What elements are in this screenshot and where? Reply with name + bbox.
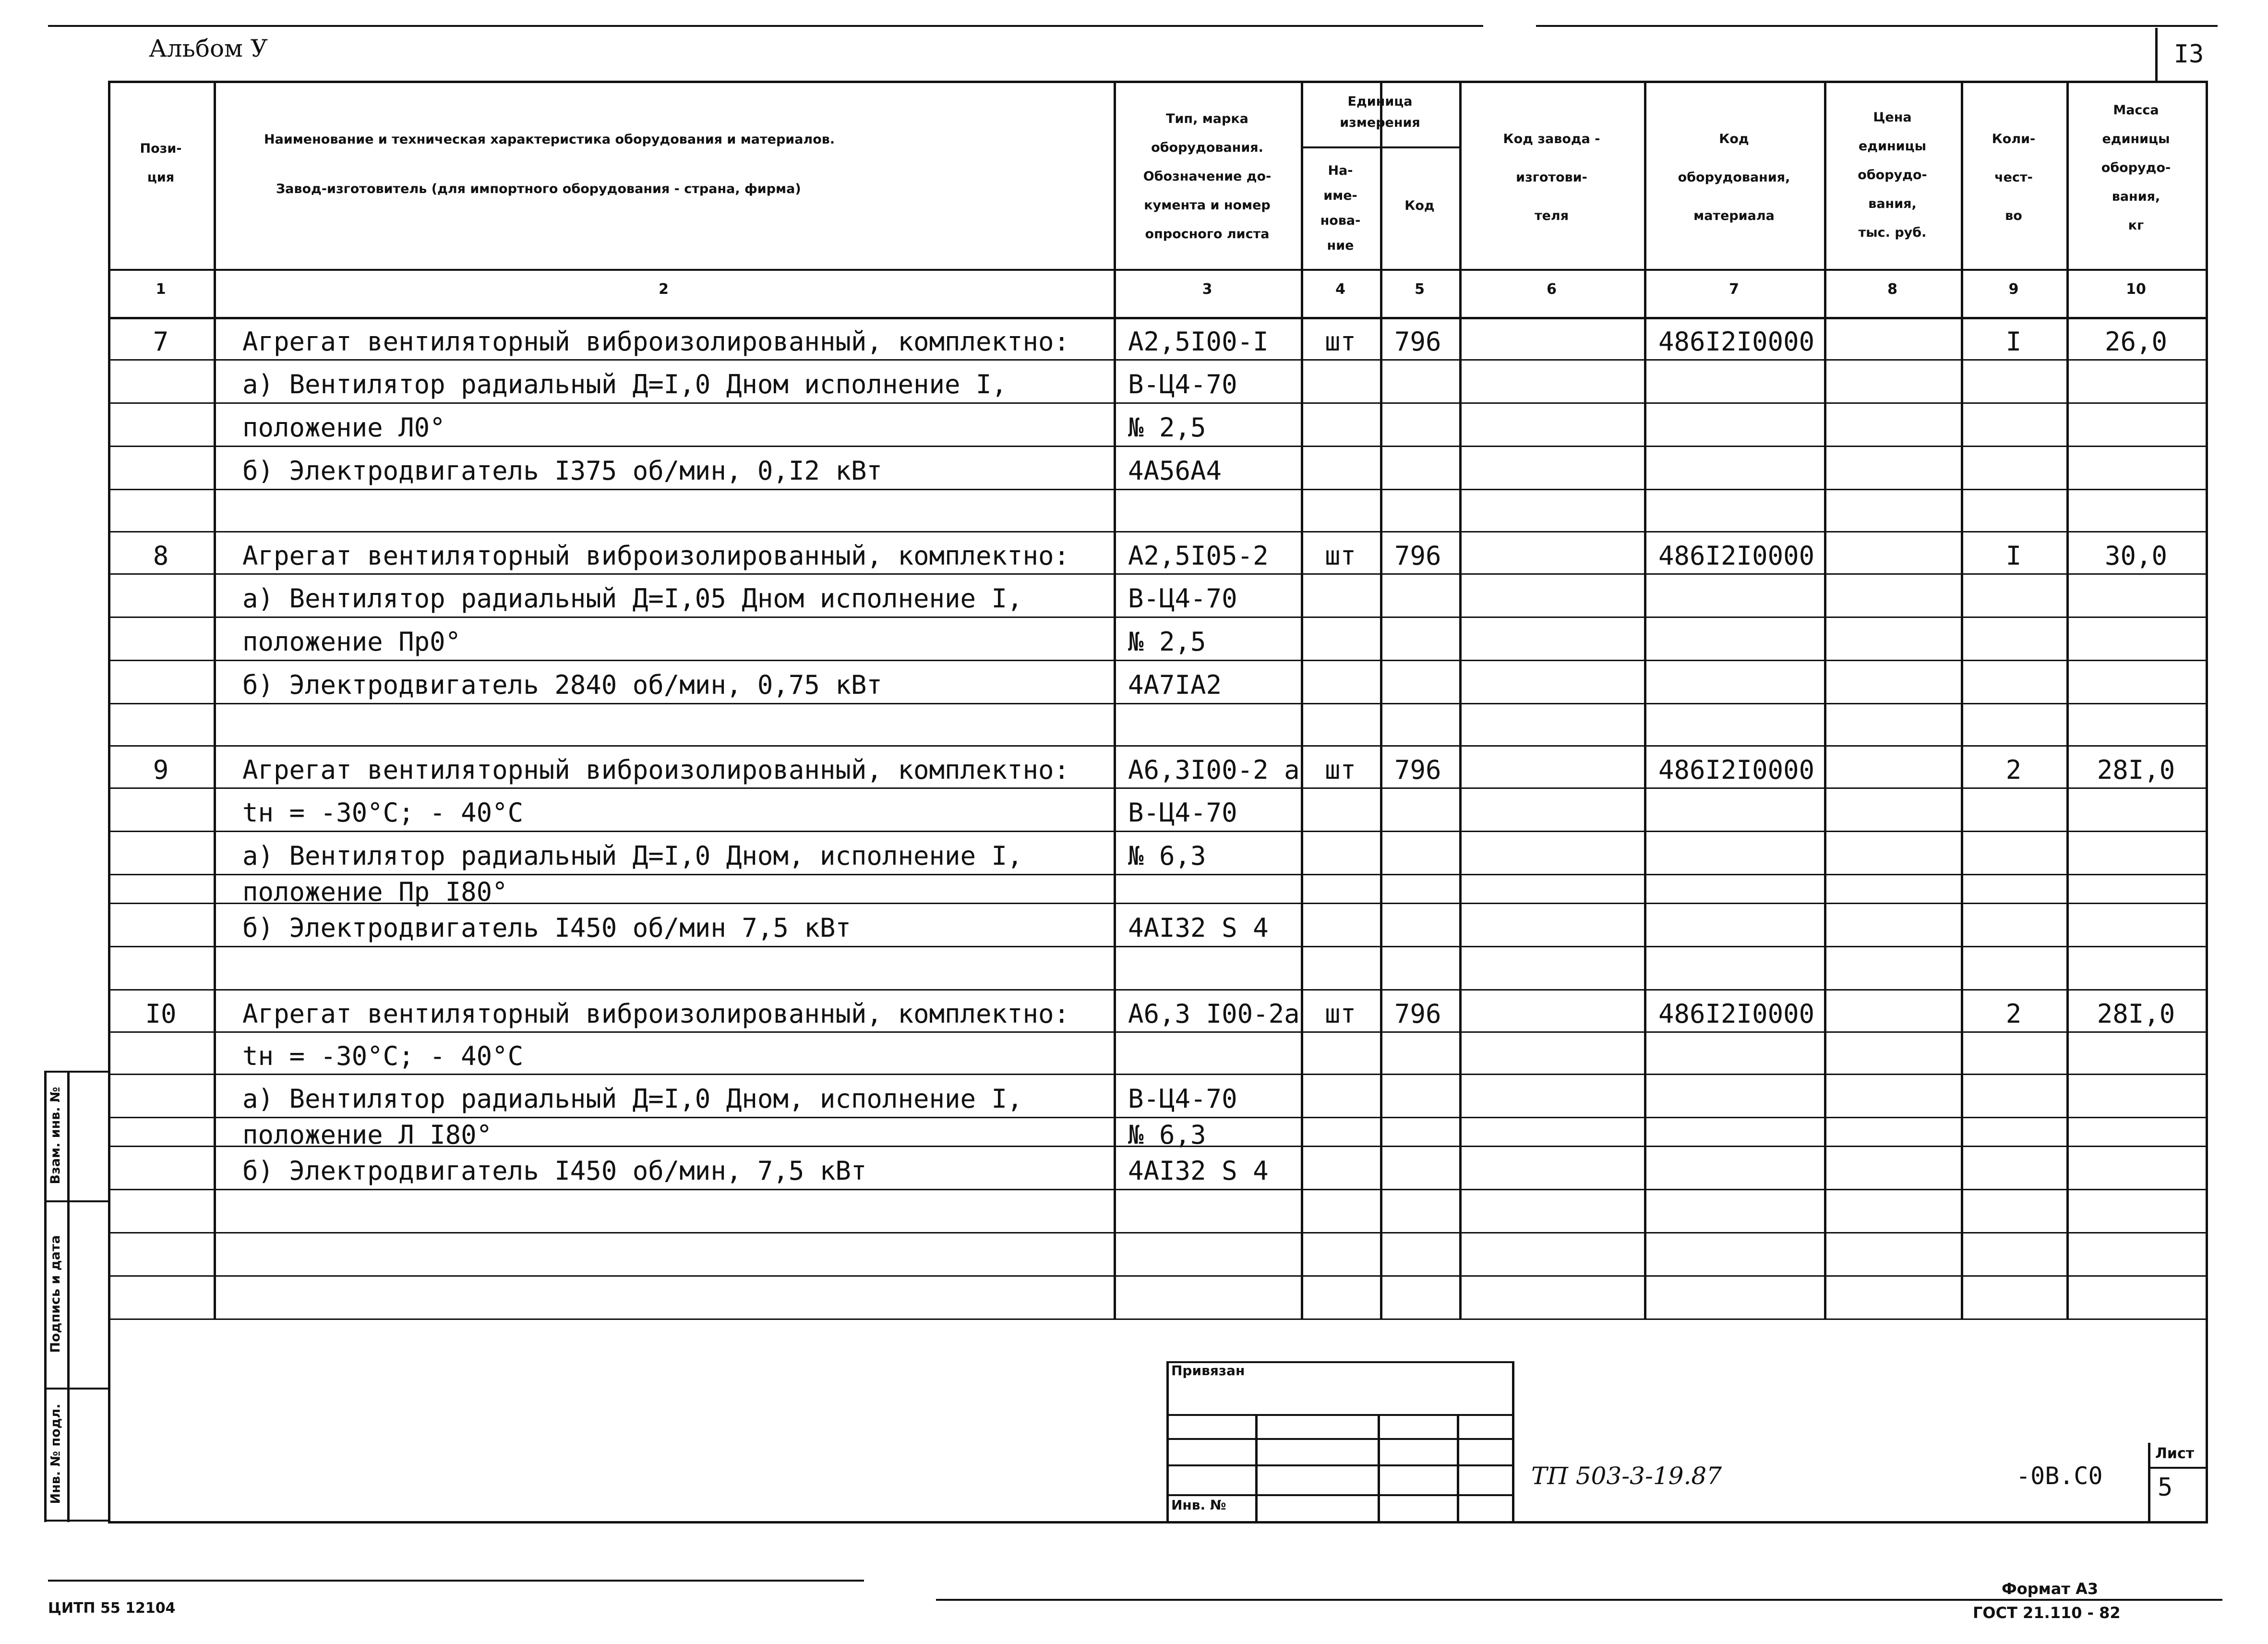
title-block-border	[1378, 1414, 1380, 1521]
row-divider	[108, 1318, 2206, 1320]
side-strip-border	[44, 1520, 108, 1522]
column-number: 2	[659, 281, 669, 298]
header-unit-group: Единица	[1347, 94, 1413, 109]
privyazan-label: Привязан	[1171, 1363, 1245, 1378]
cell-equip_code: 486I2I0000	[1658, 755, 1815, 785]
cell-mass: 28I,0	[2097, 755, 2175, 785]
header-name: Наименование и техническая характеристика оборудования и материалов.	[264, 132, 835, 147]
column-number: 6	[1547, 281, 1557, 298]
footer-code: ЦИТП 55 12104	[48, 1600, 176, 1617]
header-unit-name: име-	[1323, 188, 1357, 203]
row-divider	[108, 1117, 2206, 1118]
header-position: ция	[147, 170, 175, 185]
cell-mass: 28I,0	[2097, 999, 2175, 1029]
title-block-border	[1255, 1414, 1258, 1521]
cell-type: 4AI32 S 4	[1128, 913, 1269, 943]
header-type: опросного листа	[1145, 227, 1270, 242]
cell-code: 796	[1394, 541, 1441, 571]
cell-equip_code: 486I2I0000	[1658, 999, 1815, 1029]
cell-name: Агрегат вентиляторный виброизолированный, комплектно:	[242, 999, 1070, 1029]
cell-qty: 2	[2005, 999, 2022, 1029]
cell-pos: 7	[153, 326, 169, 357]
column-number: 5	[1415, 281, 1425, 298]
cell-name: tн = -30°С; - 40°С	[242, 1041, 524, 1071]
cell-pos: I0	[145, 999, 177, 1029]
top-rule-right	[1536, 25, 2218, 27]
header-unit-code: Код	[1404, 198, 1435, 213]
row-divider	[108, 1232, 2206, 1233]
header-mass: единицы	[2102, 132, 2170, 146]
cell-pos: 8	[153, 541, 169, 571]
header-manufacturer: Завод-изготовитель (для импортного оборудования - страна, фирма)	[276, 181, 801, 196]
row-divider	[108, 946, 2206, 947]
side-strip-border	[67, 1071, 70, 1522]
cell-pos: 9	[153, 755, 169, 785]
header-quantity: чест-	[1994, 170, 2033, 185]
cell-name: б) Электродвигатель I450 об/мин, 7,5 кВт	[242, 1156, 867, 1186]
numbers-bottom-border	[108, 317, 2206, 319]
cell-unit: шт	[1324, 326, 1356, 357]
title-block-border	[2148, 1467, 2206, 1469]
column-number: 1	[156, 281, 166, 298]
cell-type: 4AI32 S 4	[1128, 1156, 1269, 1186]
cell-type: 4A56A4	[1128, 456, 1222, 486]
cell-name: положение Л0°	[242, 412, 445, 443]
row-divider	[108, 989, 2206, 991]
cell-code: 796	[1394, 999, 1441, 1029]
column-number: 10	[2126, 281, 2146, 298]
header-factory-code: теля	[1534, 208, 1569, 223]
row-divider	[108, 1189, 2206, 1190]
cell-name: а) Вентилятор радиальный Д=I,05 Дном исполнение I,	[242, 583, 1023, 614]
cell-type: № 2,5	[1128, 627, 1206, 657]
cell-mass: 30,0	[2104, 541, 2168, 571]
cell-code: 796	[1394, 326, 1441, 357]
title-block-border	[1166, 1361, 1169, 1521]
cell-type: № 6,3	[1128, 1120, 1206, 1150]
header-position: Пози-	[140, 141, 182, 156]
column-number: 8	[1887, 281, 1897, 298]
sheet-label: Лист	[2155, 1445, 2195, 1462]
header-type: кумента и номер	[1144, 198, 1271, 213]
header-quantity: во	[2005, 208, 2022, 223]
cell-type: A2,5I05-2	[1128, 541, 1269, 571]
cell-qty: 2	[2005, 755, 2022, 785]
header-price: вания,	[1868, 196, 1917, 211]
cell-type: В-Ц4-70	[1128, 798, 1237, 828]
column-divider	[2206, 81, 2208, 1318]
row-divider	[108, 446, 2206, 447]
row-divider	[108, 745, 2206, 747]
column-number: 9	[2008, 281, 2019, 298]
side-label: Подпись и дата	[48, 1235, 63, 1353]
row-divider	[108, 616, 2206, 618]
header-unit-group: измерения	[1340, 115, 1420, 130]
title-block-border	[1166, 1438, 1512, 1440]
column-divider	[1644, 81, 1646, 1318]
cell-type: A2,5I00-I	[1128, 326, 1269, 357]
title-block-border	[2148, 1443, 2150, 1521]
frame-left-lower	[108, 1318, 110, 1521]
row-divider	[108, 359, 2206, 361]
cell-type: A6,3 I00-2а	[1128, 999, 1300, 1029]
cell-unit: шт	[1324, 755, 1356, 785]
row-divider	[108, 1031, 2206, 1033]
cell-mass: 26,0	[2104, 326, 2168, 357]
title-block-border	[1166, 1414, 1512, 1416]
header-unit-name: нова-	[1320, 213, 1361, 228]
document-suffix: -0В.С0	[2016, 1462, 2103, 1490]
cell-name: положение Л I80°	[242, 1120, 492, 1150]
cell-type: В-Ц4-70	[1128, 369, 1237, 399]
column-divider	[108, 81, 110, 1318]
row-divider	[108, 1275, 2206, 1277]
unit-subheader-border	[1301, 146, 1459, 148]
album-label: Альбом У	[149, 35, 268, 62]
header-price: оборудо-	[1858, 168, 1927, 182]
cell-name: б) Электродвигатель I450 об/мин 7,5 кВт	[242, 913, 851, 943]
header-factory-code: Код завода -	[1503, 132, 1600, 146]
title-block-border	[1512, 1361, 1514, 1521]
page-number: I3	[2173, 40, 2204, 69]
header-equipment-code: Код	[1719, 132, 1749, 146]
row-divider	[108, 402, 2206, 404]
cell-code: 796	[1394, 755, 1441, 785]
column-divider	[214, 81, 216, 1318]
cell-name: положение Пр0°	[242, 627, 461, 657]
cell-qty: I	[2005, 541, 2022, 571]
header-price: тыс. руб.	[1858, 225, 1927, 240]
row-divider	[108, 703, 2206, 704]
cell-name: положение Пр I80°	[242, 877, 508, 907]
header-price: Цена	[1873, 110, 1912, 125]
column-number: 3	[1202, 281, 1212, 298]
document-code: ТП 503-3-19.87	[1531, 1462, 1722, 1490]
header-equipment-code: оборудования,	[1678, 170, 1790, 185]
column-divider	[1459, 81, 1462, 1318]
cell-equip_code: 486I2I0000	[1658, 541, 1815, 571]
cell-name: а) Вентилятор радиальный Д=I,0 Дном исполнение I,	[242, 369, 1008, 399]
cell-equip_code: 486I2I0000	[1658, 326, 1815, 357]
format-label: Формат А3	[2002, 1580, 2099, 1598]
row-divider	[108, 787, 2206, 789]
header-price: единицы	[1858, 139, 1927, 154]
footer-rule-left	[48, 1580, 864, 1582]
row-divider	[108, 531, 2206, 532]
sheet-number: 5	[2158, 1473, 2173, 1502]
frame-right-lower	[2206, 1318, 2208, 1521]
page-number-box	[2155, 28, 2220, 81]
column-divider	[1301, 81, 1303, 1318]
header-unit-name: ние	[1327, 238, 1354, 253]
inventory-number-label: Инв. №	[1171, 1497, 1226, 1513]
column-number: 7	[1729, 281, 1739, 298]
cell-name: tн = -30°С; - 40°С	[242, 798, 524, 828]
title-block-border	[1166, 1464, 1512, 1466]
gost-label: ГОСТ 21.110 - 82	[1973, 1604, 2121, 1622]
header-quantity: Коли-	[1992, 132, 2036, 146]
cell-type: В-Ц4-70	[1128, 1084, 1237, 1114]
row-divider	[108, 489, 2206, 490]
header-equipment-code: материала	[1693, 208, 1775, 223]
cell-type: 4A7IA2	[1128, 670, 1222, 700]
row-divider	[108, 831, 2206, 832]
cell-type: В-Ц4-70	[1128, 583, 1237, 614]
header-factory-code: изготови-	[1516, 170, 1587, 185]
cell-qty: I	[2005, 326, 2022, 357]
row-divider	[108, 660, 2206, 661]
row-divider	[108, 573, 2206, 575]
column-divider	[1114, 81, 1116, 1318]
header-unit-name: На-	[1328, 163, 1353, 178]
cell-name: Агрегат вентиляторный виброизолированный, комплектно:	[242, 755, 1070, 785]
cell-type: № 6,3	[1128, 841, 1206, 871]
cell-unit: шт	[1324, 999, 1356, 1029]
header-mass: оборудо-	[2101, 160, 2171, 175]
row-divider	[108, 1074, 2206, 1075]
cell-name: б) Электродвигатель I375 об/мин, 0,I2 кВт	[242, 456, 882, 486]
column-divider	[1824, 81, 1826, 1318]
table-top-border	[108, 81, 2206, 83]
column-divider	[2066, 81, 2069, 1318]
column-divider	[1380, 81, 1382, 1318]
header-bottom-border	[108, 269, 2206, 271]
title-block-border	[1166, 1494, 1512, 1496]
row-divider	[108, 874, 2206, 875]
header-mass: вания,	[2112, 189, 2160, 204]
column-divider	[1961, 81, 1963, 1318]
header-mass: кг	[2128, 218, 2144, 233]
cell-type: A6,3I00-2 а	[1128, 755, 1300, 785]
frame-bottom	[108, 1521, 2208, 1523]
header-type: оборудования.	[1151, 140, 1263, 155]
cell-name: Агрегат вентиляторный виброизолированный, комплектно:	[242, 326, 1070, 357]
side-label: Инв. № подл.	[48, 1403, 63, 1504]
cell-type: № 2,5	[1128, 412, 1206, 443]
cell-unit: шт	[1324, 541, 1356, 571]
cell-name: а) Вентилятор радиальный Д=I,0 Дном, исполнение I,	[242, 1084, 1023, 1114]
side-label: Взам. инв. №	[48, 1087, 63, 1185]
title-block-border	[1457, 1414, 1459, 1521]
header-type: Тип, марка	[1166, 111, 1248, 126]
footer-rule-right	[936, 1599, 2222, 1601]
header-mass: Масса	[2113, 103, 2159, 118]
top-rule	[48, 25, 1483, 27]
cell-name: Агрегат вентиляторный виброизолированный, комплектно:	[242, 541, 1070, 571]
cell-name: а) Вентилятор радиальный Д=I,0 Дном, исполнение I,	[242, 841, 1023, 871]
cell-name: б) Электродвигатель 2840 об/мин, 0,75 кВт	[242, 670, 882, 700]
column-number: 4	[1335, 281, 1345, 298]
header-type: Обозначение до-	[1143, 169, 1272, 184]
